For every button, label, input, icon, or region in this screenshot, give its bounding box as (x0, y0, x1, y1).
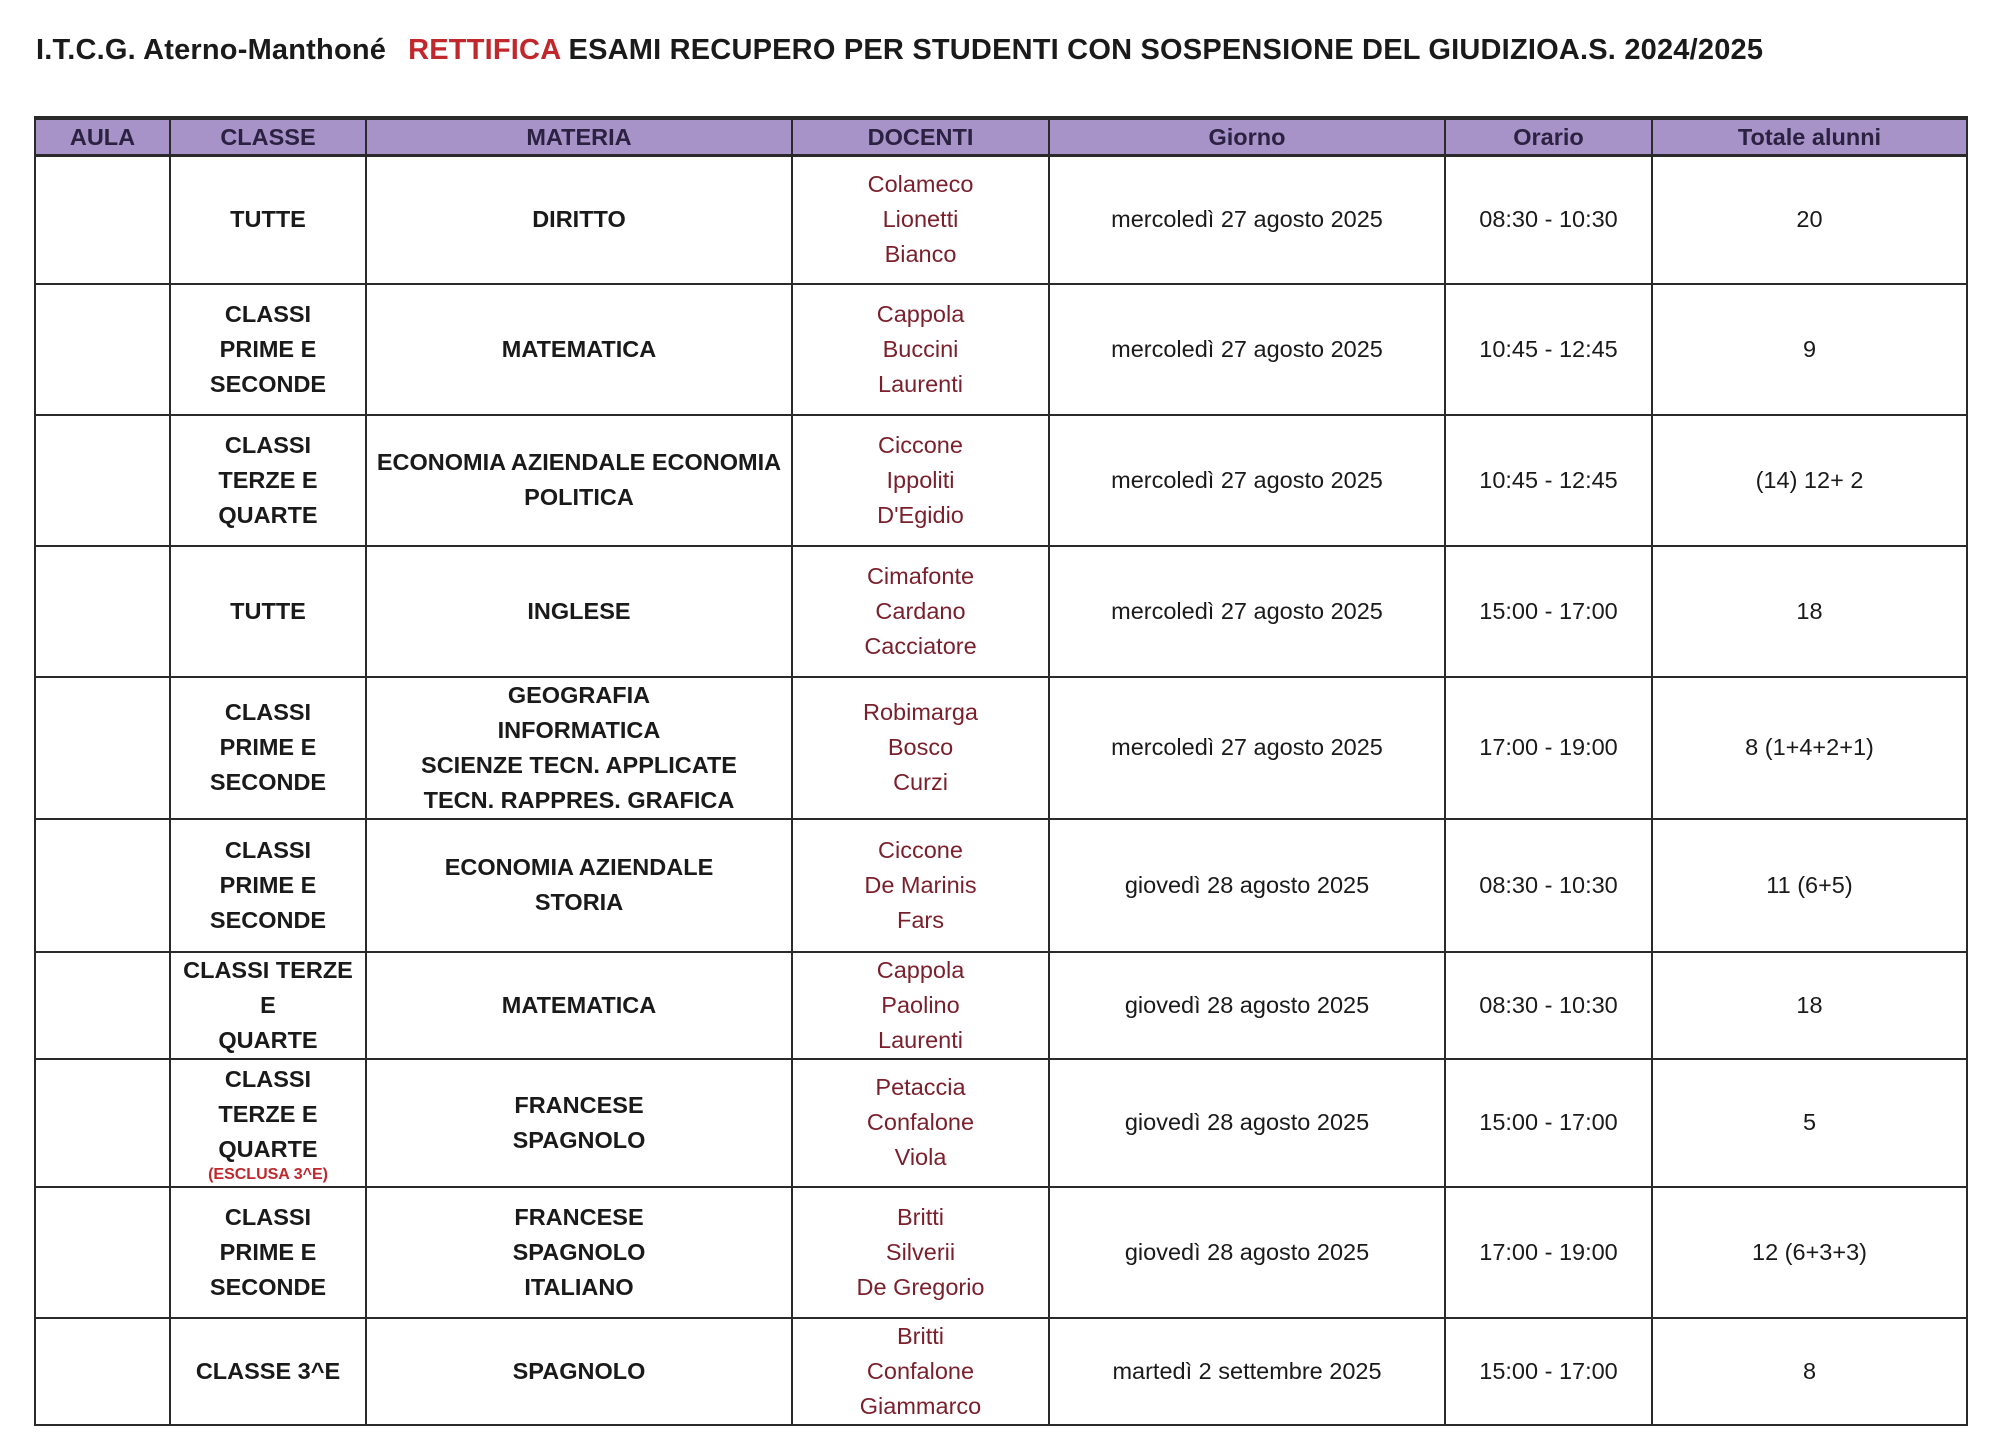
classe-line: PRIME E (219, 871, 317, 898)
docenti-line: Petaccia (875, 1074, 966, 1100)
materia-cell (366, 1187, 792, 1318)
classe-line: TUTTE (230, 597, 306, 624)
table-row (35, 677, 1967, 819)
materia-line: MATEMATICA (501, 335, 657, 362)
aula-cell (35, 819, 170, 952)
docenti-line: Laurenti (878, 1026, 963, 1053)
classe-cell (170, 677, 366, 819)
materia-cell (366, 284, 792, 415)
docenti-line: Silverii (885, 1238, 956, 1265)
classe-line: CLASSE 3^E (195, 1357, 341, 1384)
docenti-line: Curzi (893, 769, 948, 795)
docenti-cell (792, 156, 1049, 284)
totale-cell: 9 (1652, 284, 1967, 415)
aula-cell (35, 677, 170, 819)
materia-line: MATEMATICA (501, 991, 657, 1018)
classe-line: PRIME E (219, 1238, 317, 1265)
table-row (35, 1187, 1967, 1318)
classe-line: TERZE E (218, 466, 318, 493)
docenti-line: Paolino (881, 991, 960, 1018)
orario-cell: 10:45 - 12:45 (1445, 284, 1652, 415)
materia-cell (366, 156, 792, 284)
docenti-line: Confalone (866, 1109, 975, 1135)
totale-cell: 20 (1652, 156, 1967, 284)
docenti-line: Britti (897, 1322, 944, 1349)
materia-line: FRANCESE (514, 1091, 644, 1118)
materia-line: SPAGNOLO (512, 1238, 646, 1265)
docenti-cell (792, 1059, 1049, 1187)
giorno-cell: mercoledì 27 agosto 2025 (1049, 677, 1445, 819)
aula-cell (35, 546, 170, 677)
school-name: I.T.C.G. Aterno-Manthoné (36, 34, 387, 66)
materia-line: INFORMATICA (497, 716, 661, 743)
materia-line: FRANCESE (514, 1203, 644, 1230)
docenti-cell (792, 677, 1049, 819)
title-text: ESAMI RECUPERO PER STUDENTI CON SOSPENSIONE DEL GIUDIZIOA.S. 2024/2025 (560, 34, 1764, 66)
giorno-cell: mercoledì 27 agosto 2025 (1049, 546, 1445, 677)
docenti-line: Laurenti (878, 370, 963, 397)
docenti-line: D'Egidio (877, 501, 964, 528)
table-row (35, 819, 1967, 952)
classe-cell (170, 952, 366, 1059)
totale-cell: 11 (6+5) (1652, 819, 1967, 952)
materia-line: SPAGNOLO (512, 1126, 646, 1153)
classe-line: QUARTE (218, 1026, 318, 1053)
classe-line: TERZE E (218, 1101, 318, 1127)
docenti-line: Ciccone (878, 836, 963, 863)
docenti-line: Lionetti (882, 206, 959, 233)
docenti-line: Robimarga (863, 699, 978, 725)
aula-cell (35, 415, 170, 546)
materia-line: POLITICA (524, 484, 634, 510)
aula-cell (35, 1059, 170, 1187)
aula-cell (35, 1187, 170, 1318)
classe-line: CLASSI (224, 300, 312, 327)
col-giorno: Giorno (1049, 118, 1445, 156)
docenti-cell (792, 284, 1049, 415)
page-title (36, 34, 1763, 67)
materia-cell (366, 546, 792, 677)
classe-line: PRIME E (219, 734, 317, 760)
docenti-line: Viola (894, 1144, 947, 1170)
classe-note: (ESCLUSA 3^E) (208, 1166, 328, 1183)
col-orario: Orario (1445, 118, 1652, 156)
docenti-cell (792, 952, 1049, 1059)
materia-line: ITALIANO (524, 1273, 634, 1300)
materia-line: INGLESE (527, 597, 631, 624)
materia-cell (366, 415, 792, 546)
classe-line: TUTTE (230, 206, 306, 233)
col-totale: Totale alunni (1652, 118, 1967, 156)
docenti-line: Confalone (866, 1357, 975, 1384)
classe-line: SECONDE (209, 769, 327, 795)
orario-cell: 15:00 - 17:00 (1445, 1059, 1652, 1187)
table-row (35, 952, 1967, 1059)
orario-cell: 17:00 - 19:00 (1445, 1187, 1652, 1318)
classe-line: CLASSI TERZE E (183, 956, 353, 1018)
giorno-cell: giovedì 28 agosto 2025 (1049, 952, 1445, 1059)
materia-cell (366, 819, 792, 952)
docenti-line: Ciccone (878, 431, 963, 458)
giorno-cell: mercoledì 27 agosto 2025 (1049, 284, 1445, 415)
materia-cell (366, 952, 792, 1059)
classe-cell (170, 1318, 366, 1425)
table-row (35, 1318, 1967, 1425)
materia-line: TECN. RAPPRES. GRAFICA (423, 786, 735, 813)
rettifica-label: RETTIFICA (408, 34, 561, 66)
classe-cell (170, 1059, 366, 1187)
classe-cell (170, 284, 366, 415)
col-aula: AULA (35, 118, 170, 156)
totale-cell: 8 (1+4+2+1) (1652, 677, 1967, 819)
totale-cell: 5 (1652, 1059, 1967, 1187)
docenti-line: Cimafonte (866, 562, 975, 589)
classe-cell (170, 156, 366, 284)
docenti-line: Cardano (875, 597, 966, 624)
totale-cell: (14) 12+ 2 (1652, 415, 1967, 546)
aula-cell (35, 952, 170, 1059)
materia-cell (366, 1318, 792, 1425)
orario-cell: 15:00 - 17:00 (1445, 1318, 1652, 1425)
totale-cell: 18 (1652, 952, 1967, 1059)
table-row (35, 546, 1967, 677)
aula-cell (35, 284, 170, 415)
orario-cell: 17:00 - 19:00 (1445, 677, 1652, 819)
docenti-cell (792, 1318, 1049, 1425)
docenti-line: Giammarco (859, 1392, 982, 1419)
materia-line: DIRITTO (532, 206, 626, 233)
classe-line: CLASSI (224, 699, 312, 725)
docenti-line: Colameco (867, 171, 974, 198)
materia-line: SPAGNOLO (512, 1357, 646, 1384)
classe-line: CLASSI (224, 1066, 312, 1092)
totale-cell: 18 (1652, 546, 1967, 677)
classe-line: QUARTE (218, 501, 318, 528)
docenti-line: Cacciatore (864, 632, 977, 659)
docenti-cell (792, 1187, 1049, 1318)
materia-line: ECONOMIA AZIENDALE (444, 854, 714, 880)
classe-cell (170, 546, 366, 677)
classe-line: QUARTE (218, 1136, 318, 1162)
aula-cell (35, 1318, 170, 1425)
giorno-cell: mercoledì 27 agosto 2025 (1049, 415, 1445, 546)
table-row (35, 415, 1967, 546)
totale-cell: 12 (6+3+3) (1652, 1187, 1967, 1318)
col-classe: CLASSE (170, 118, 366, 156)
docenti-line: De Gregorio (856, 1273, 985, 1300)
docenti-line: Bianco (884, 241, 957, 268)
docenti-cell (792, 415, 1049, 546)
giorno-cell: giovedì 28 agosto 2025 (1049, 819, 1445, 952)
materia-line: SCIENZE TECN. APPLICATE (421, 751, 737, 778)
table-row (35, 284, 1967, 415)
table-row (35, 156, 1967, 284)
docenti-line: Ippoliti (886, 466, 955, 493)
orario-cell: 10:45 - 12:45 (1445, 415, 1652, 546)
classe-cell (170, 1187, 366, 1318)
docenti-cell (792, 546, 1049, 677)
col-materia: MATERIA (366, 118, 792, 156)
classe-cell (170, 415, 366, 546)
classe-line: PRIME E (219, 335, 317, 362)
docenti-line: Buccini (882, 335, 959, 362)
giorno-cell: mercoledì 27 agosto 2025 (1049, 156, 1445, 284)
classe-line: CLASSI (224, 431, 312, 458)
giorno-cell: giovedì 28 agosto 2025 (1049, 1059, 1445, 1187)
orario-cell: 15:00 - 17:00 (1445, 546, 1652, 677)
giorno-cell: martedì 2 settembre 2025 (1049, 1318, 1445, 1425)
aula-cell (35, 156, 170, 284)
header-row (35, 118, 1967, 156)
orario-cell: 08:30 - 10:30 (1445, 819, 1652, 952)
classe-line: CLASSI (224, 1203, 312, 1230)
totale-cell: 8 (1652, 1318, 1967, 1425)
orario-cell: 08:30 - 10:30 (1445, 156, 1652, 284)
giorno-cell: giovedì 28 agosto 2025 (1049, 1187, 1445, 1318)
docenti-cell (792, 819, 1049, 952)
classe-line: SECONDE (209, 370, 327, 397)
materia-cell (366, 1059, 792, 1187)
orario-cell: 08:30 - 10:30 (1445, 952, 1652, 1059)
materia-cell (366, 677, 792, 819)
col-docenti: DOCENTI (792, 118, 1049, 156)
materia-line: GEOGRAFIA (507, 681, 651, 708)
docenti-line: Cappola (876, 956, 965, 983)
classe-cell (170, 819, 366, 952)
classe-line: SECONDE (209, 906, 327, 933)
materia-line: STORIA (534, 889, 624, 915)
classe-line: SECONDE (209, 1273, 327, 1300)
materia-line: ECONOMIA AZIENDALE ECONOMIA (376, 449, 782, 475)
exam-schedule-table (34, 116, 1968, 1426)
docenti-line: Bosco (887, 734, 954, 760)
docenti-line: Cappola (876, 300, 965, 327)
docenti-line: Britti (897, 1203, 944, 1230)
table-row (35, 1059, 1967, 1187)
docenti-line: Fars (897, 906, 944, 933)
classe-line: CLASSI (224, 836, 312, 863)
docenti-line: De Marinis (864, 871, 977, 898)
